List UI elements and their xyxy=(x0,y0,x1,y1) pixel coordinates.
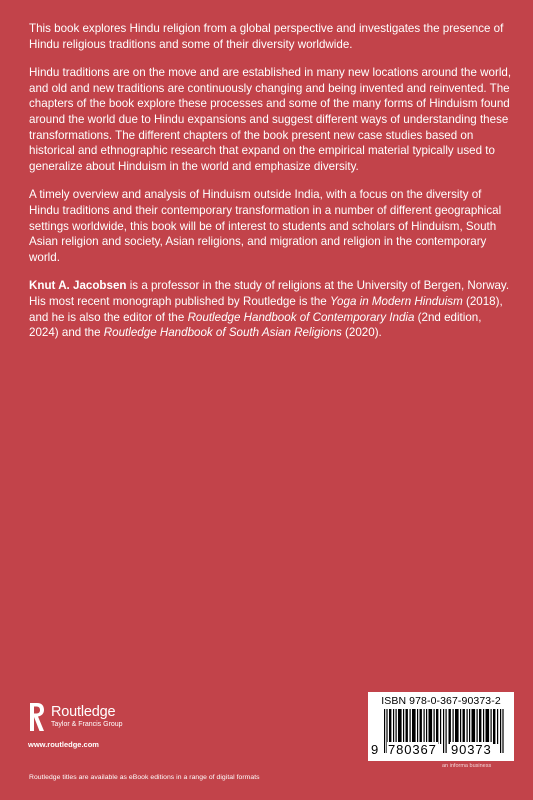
description-paragraph-1: This book explores Hindu religion from a global perspective and investigates the presence of Hindu religious traditions and some of their diversity worldwide. xyxy=(29,22,504,51)
description-paragraph-2: Hindu traditions are on the move and are established in many new locations around the world, and old and new traditions are continuously changing and being invented and reinvented. The chapters of the book explore these processes and some of the many forms of Hinduism found around the world due to Hindu expansions and suggest different ways of understanding these transformations. The different chapters of the book present new case studies based on historical and ethnographic research that expand on the empirical material typically used to generalize about Hinduism in the world and emphasize diversity. xyxy=(29,66,512,173)
author-name: Knut A. Jacobsen xyxy=(29,279,127,293)
book-title-handbook-south-asia: Routledge Handbook of South Asian Religions xyxy=(103,326,342,340)
author-bio-text-1: is a professor in the study of religions at the University of Bergen, Norway. His most recent monograph published by Routledge is the xyxy=(29,279,510,308)
barcode-digits-left: 780367 xyxy=(388,742,437,757)
publisher-name: Routledge xyxy=(51,704,116,720)
publisher-block xyxy=(28,702,228,749)
book-title-handbook-india: Routledge Handbook of Contemporary India xyxy=(187,310,415,324)
author-bio-text-4: (2020). xyxy=(341,326,382,340)
isbn-label: ISBN 978-0-367-90373-2 xyxy=(381,695,501,707)
publisher-url[interactable]: www.routledge.com xyxy=(28,740,99,749)
publisher-logo xyxy=(28,702,228,732)
routledge-logo-icon xyxy=(28,702,46,732)
barcode-digits-right: 90373 xyxy=(451,742,492,757)
author-bio xyxy=(29,278,514,340)
author-bio-text-2: (2018), and he is also the editor of the xyxy=(29,294,503,324)
publisher-group: Taylor & Francis Group xyxy=(51,721,123,728)
author-bio-text-3: (2nd edition, 2024) and the xyxy=(29,310,482,340)
barcode-digit-first: 9 xyxy=(371,742,379,757)
description-paragraph-3: A timely overview and analysis of Hinduism outside India, with a focus on the diversity of Hindu traditions and their contemporary transformation in a number of different geographical settings worldwide, this book will be of interest to students and scholars of Hinduism, South Asian religion and society, Asian religions, and migration and religion in the contemporary world. xyxy=(29,188,502,264)
informa-business-note: an informa business xyxy=(442,763,492,769)
book-title-yoga: Yoga in Modern Hinduism xyxy=(329,294,463,308)
description-text xyxy=(29,21,514,354)
isbn-barcode xyxy=(368,692,514,761)
ebook-note: Routledge titles are available as eBook editions in a range of digital formats xyxy=(29,774,260,781)
